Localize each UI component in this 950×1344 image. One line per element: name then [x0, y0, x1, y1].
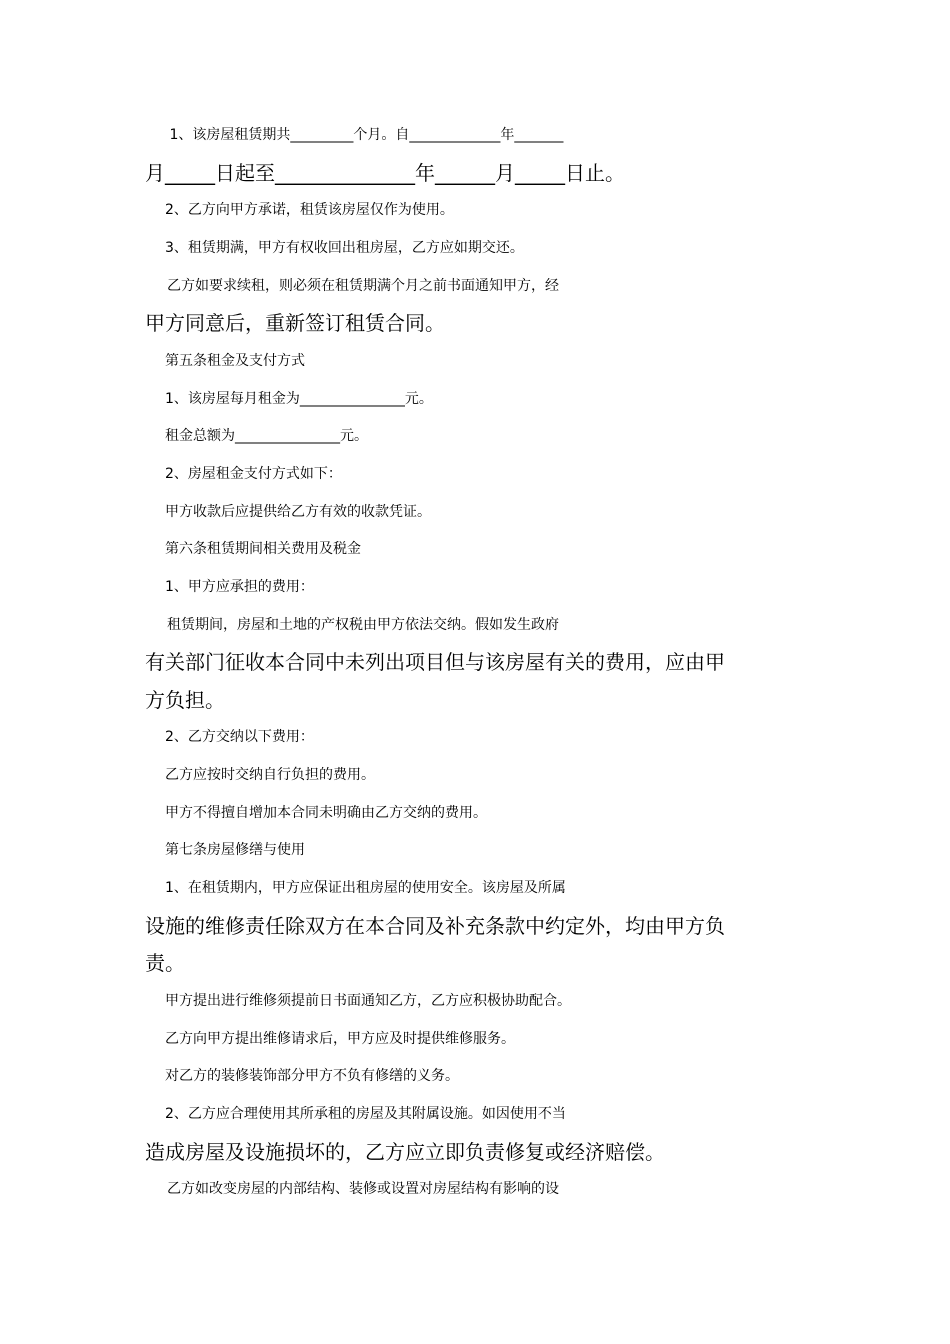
tenant-pay-line: 乙方应按时交纳自行负担的费用。 — [165, 767, 375, 783]
lease-term-line-1: 1、该房屋租赁期共_________个月。自_____________年_______ — [165, 127, 564, 143]
repair-line-3: 责。 — [145, 951, 185, 975]
no-extra-fees-line: 甲方不得擅自增加本合同未明确由乙方交纳的费用。 — [165, 805, 487, 821]
proper-use-line-2: 造成房屋及设施损坏的，乙方应立即负责修复或经济赔偿。 — [145, 1140, 665, 1164]
repair-request-line: 乙方向甲方提出维修请求后，甲方应及时提供维修服务。 — [165, 1031, 515, 1047]
lease-term-line-2: 月_____日起至______________年______月_____日止。 — [145, 161, 625, 185]
proper-use-line-1: 2、乙方应合理使用其所承租的房屋及其附属设施。如因使用不当 — [165, 1106, 566, 1122]
total-rent-line: 租金总额为_______________元。 — [165, 428, 368, 444]
structure-change-line-1: 乙方如改变房屋的内部结构、装修或设置对房屋结构有影响的设 — [167, 1181, 559, 1197]
article-5-heading: 第五条租金及支付方式 — [165, 353, 305, 369]
clause-lease-expiry: 3、租赁期满，甲方有权收回出租房屋，乙方应如期交还。 — [165, 240, 524, 256]
monthly-rent-line: 1、该房屋每月租金为_______________元。 — [165, 391, 433, 407]
tax-line-2: 有关部门征收本合同中未列出项目但与该房屋有关的费用，应由甲 — [145, 650, 725, 674]
repair-line-2: 设施的维修责任除双方在本合同及补充条款中约定外，均由甲方负 — [145, 914, 725, 938]
receipt-line: 甲方收款后应提供给乙方有效的收款凭证。 — [165, 504, 431, 520]
tenant-fees-line: 2、乙方交纳以下费用： — [165, 729, 314, 745]
renewal-line-1: 乙方如要求续租，则必须在租赁期满个月之前书面通知甲方，经 — [167, 278, 559, 294]
renewal-line-2: 甲方同意后，重新签订租赁合同。 — [145, 311, 445, 335]
repair-notice-line: 甲方提出进行维修须提前日书面通知乙方，乙方应积极协助配合。 — [165, 993, 571, 1009]
article-6-heading: 第六条租赁期间相关费用及税金 — [165, 541, 361, 557]
tax-line-3: 方负担。 — [145, 688, 225, 712]
landlord-fees-line: 1、甲方应承担的费用： — [165, 579, 314, 595]
clause-usage-promise: 2、乙方向甲方承诺，租赁该房屋仅作为使用。 — [165, 202, 454, 218]
decoration-line: 对乙方的装修装饰部分甲方不负有修缮的义务。 — [165, 1068, 459, 1084]
payment-method-line: 2、房屋租金支付方式如下： — [165, 466, 342, 482]
article-7-heading: 第七条房屋修缮与使用 — [165, 842, 305, 858]
tax-line-1: 租赁期间，房屋和土地的产权税由甲方依法交纳。假如发生政府 — [167, 617, 559, 633]
repair-line-1: 1、在租赁期内，甲方应保证出租房屋的使用安全。该房屋及所属 — [165, 880, 566, 896]
